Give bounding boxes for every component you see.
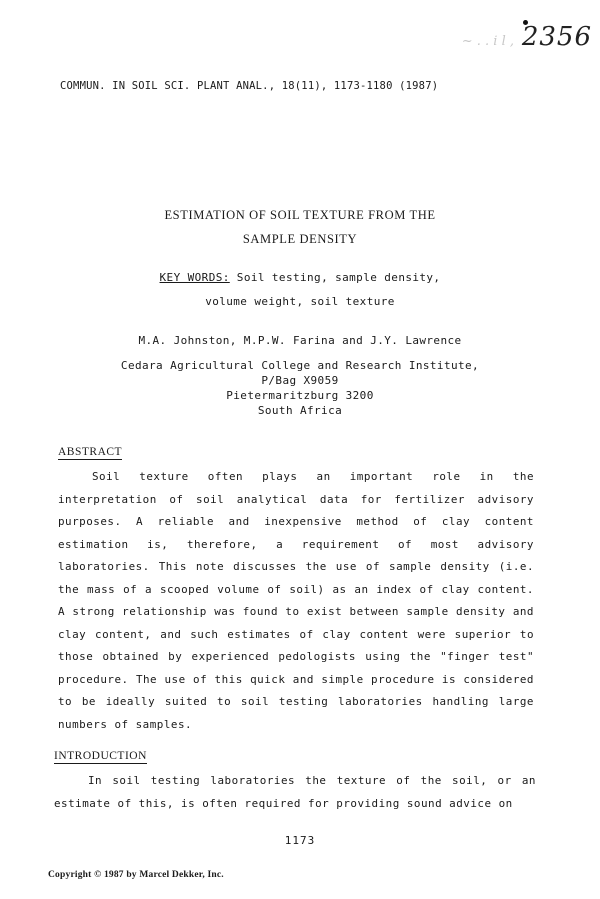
paper-title — [0, 203, 600, 251]
abstract-heading: ABSTRACT — [58, 446, 123, 458]
institution: Cedara Agricultural College and Research Institute, — [120, 359, 480, 372]
keywords-line-2: volume weight, soil texture — [205, 295, 395, 308]
postal-bag: P/Bag X9059 — [261, 374, 339, 387]
keywords-label: KEY WORDS: — [159, 271, 230, 284]
country: South Africa — [257, 404, 343, 417]
handwritten-number: 2356 — [521, 22, 592, 52]
abstract-text: Soil texture often plays an important role in the interpretation of soil analytical data for fertilizer advisory purposes. A reliable and inexpensive method of clay content estimation is, therefore, a requirement of most advisory laboratories. This note discusses the use of sample density (i.e. the mass of a scooped volume of soil) as an index of clay content. A strong relationship was found to exist between sample density and clay content, and such estimates of clay content were superior to those obtained by experienced pedologists using the "finger test" procedure. The use of this quick and simple procedure is considered to be ideally suited to soil testing laboratories handling large numbers of samples. — [58, 470, 534, 731]
title-line-1: ESTIMATION OF SOIL TEXTURE FROM THE — [164, 208, 436, 222]
keywords-line-1: Soil testing, sample density, — [236, 271, 441, 284]
journal-reference: COMMUN. IN SOIL SCI. PLANT ANAL., 18(11), 1173-1180 (1987) — [60, 80, 439, 92]
keywords-block — [0, 266, 600, 314]
author-names: M.A. Johnston, M.P.W. Farina and J.Y. Lawrence — [138, 334, 462, 347]
copyright-notice: Copyright © 1987 by Marcel Dekker, Inc. — [48, 870, 224, 880]
city: Pietermaritzburg 3200 — [226, 389, 374, 402]
pencil-annotation: ~ . . i l , — [461, 34, 514, 49]
introduction-text: In soil testing laboratories the texture of the soil, or an estimate of this, is often required for providing sound advice on — [54, 774, 536, 810]
title-line-2: SAMPLE DENSITY — [242, 232, 358, 246]
authors-block — [0, 333, 600, 418]
page-number: 1173 — [284, 834, 316, 847]
introduction-heading: INTRODUCTION — [54, 750, 147, 762]
